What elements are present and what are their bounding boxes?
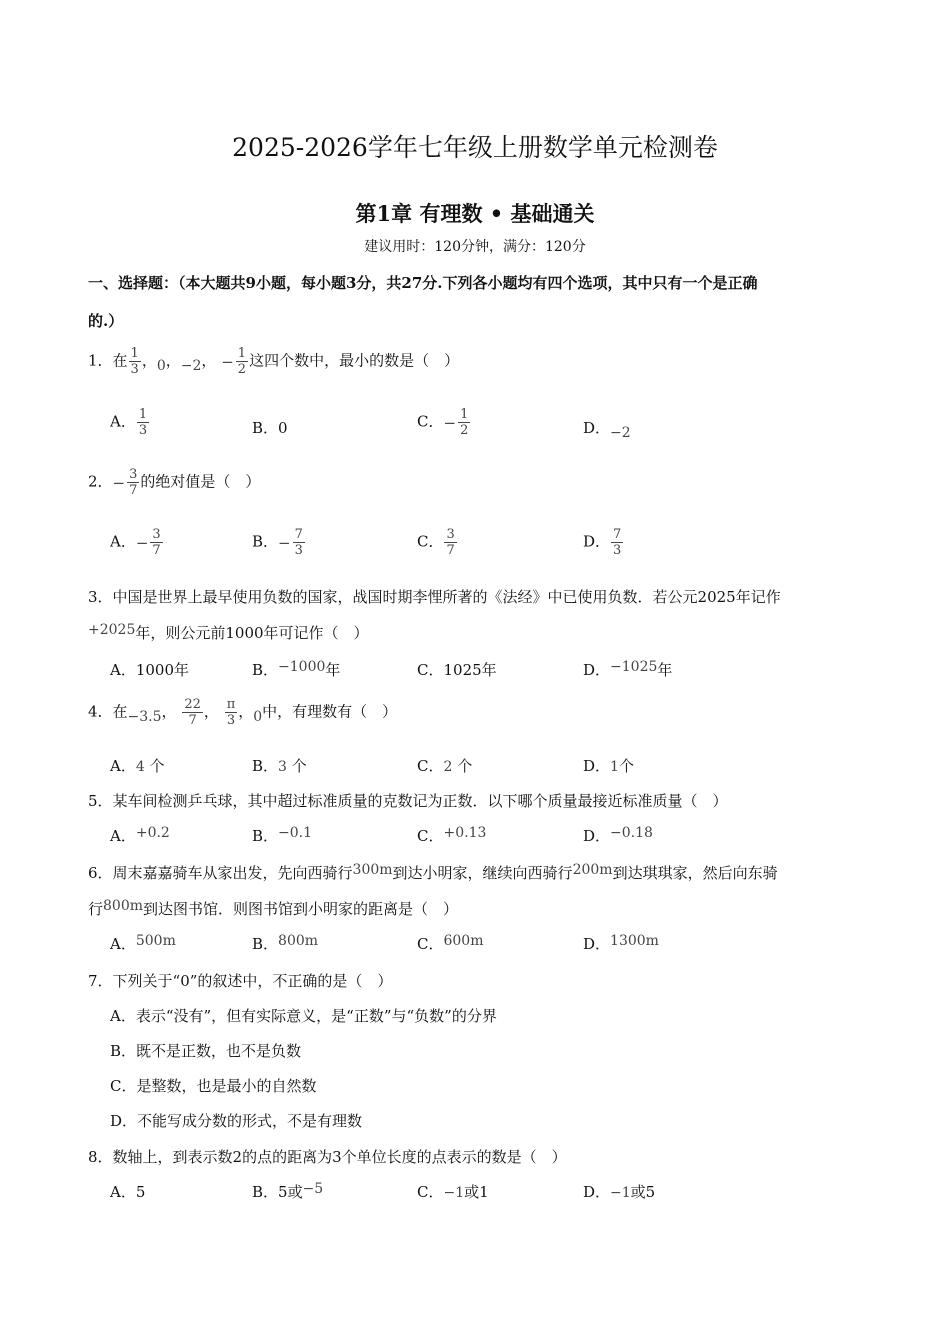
- fraction: $\frac{1}{2}$: [237, 346, 247, 377]
- option-c: C．− $\frac{1}{2}$: [417, 407, 469, 438]
- option-c: C．2 个: [417, 757, 473, 775]
- option-b: B．− $\frac{7}{3}$: [252, 527, 303, 558]
- option-c: C．1025年: [417, 661, 497, 679]
- question-3: 3．中国是世界上最早使用负数的国家，战国时期李悝所著的《法经》中已使用负数．若公元2025年记作: [88, 588, 781, 606]
- fraction: $\frac{1}{3}$: [130, 346, 139, 377]
- option-b: B．0: [252, 419, 288, 437]
- option-b: B．3 个: [252, 757, 307, 775]
- option-a: A．4 个: [110, 757, 165, 775]
- question-2: 2．− $\frac{3}{7}$ 的绝对值是（ ）: [88, 467, 261, 498]
- option-a: A． $\frac{1}{3}$: [110, 407, 148, 438]
- option-d: D．−1或5: [583, 1183, 656, 1201]
- option-d: D．−1025年: [583, 659, 673, 679]
- option-c: C． $\frac{3}{7}$: [417, 527, 455, 558]
- question-4: 4．在−3.5， $\frac{22}{7}$ ， $\frac{\pi}{3}$ ，0中，有理数有（ ）: [88, 697, 398, 728]
- question-1: 1．在 $\frac{1}{3}$ ，0，−2， − $\frac{1}{2}$ 这四个数中，最小的数是（ ）: [88, 346, 460, 377]
- question-5: 5．某车间检测乒乓球，其中超过标准质量的克数记为正数．以下哪个质量最接近标准质量（ ）: [88, 792, 728, 810]
- time-info: 建议用时：120分钟，满分：120分: [364, 239, 586, 255]
- main-title: 2025-2026学年七年级上册数学单元检测卷: [232, 133, 718, 162]
- option-a: A．− $\frac{3}{7}$: [110, 527, 161, 558]
- option-b: B．−1000年: [252, 659, 341, 679]
- option-d: D．1300m: [583, 933, 659, 953]
- question-number: 1．在: [88, 351, 128, 370]
- option-a: A．1000年: [110, 661, 190, 679]
- question-text: 的绝对值是（ ）: [140, 472, 261, 491]
- option-a: A．+0.2: [110, 825, 170, 845]
- question-6: 6．周末嘉嘉骑车从家出发，先向西骑行300m到达小明家，继续向西骑行200m到达琪琪家，然后向东骑: [88, 862, 778, 882]
- section-header: 一、选择题：（本大题共9小题，每小题3分，共27分.下列各小题均有四个选项，其中只有一个是正确: [88, 274, 758, 292]
- section-header-cont: 的.）: [88, 312, 124, 330]
- option-c: C．+0.13: [417, 825, 487, 845]
- chapter-title: 第1章 有理数 • 基础通关: [355, 201, 595, 226]
- option-d: D．−0.18: [583, 825, 653, 845]
- question-3-cont: +2025年，则公元前1000年可记作（ ）: [88, 622, 369, 642]
- option-d: D． $\frac{7}{3}$: [583, 527, 622, 558]
- question-8: 8．数轴上，到表示数2的点的距离为3个单位长度的点表示的数是（ ）: [88, 1148, 567, 1166]
- option-b: B．−0.1: [252, 825, 313, 845]
- question-7: 7．下列关于“0”的叙述中，不正确的是（ ）: [88, 972, 393, 990]
- question-text: 这四个数中，最小的数是（ ）: [249, 351, 460, 370]
- option-a: A．表示“没有”，但有实际意义，是“正数”与“负数”的分界: [110, 1007, 497, 1025]
- option-a: A．5: [110, 1183, 146, 1201]
- option-d: D．不能写成分数的形式，不是有理数: [110, 1112, 363, 1130]
- question-6-cont: 行800m到达图书馆．则图书馆到小明家的距离是（ ）: [88, 898, 459, 918]
- option-b: B．既不是正数，也不是负数: [110, 1042, 302, 1060]
- option-d: D．1个: [583, 757, 634, 775]
- option-b: B．800m: [252, 933, 319, 953]
- option-c: C．是整数，也是最小的自然数: [110, 1077, 317, 1095]
- option-c: C．600m: [417, 933, 484, 953]
- option-a: A．500m: [110, 933, 176, 953]
- option-d: D．−2: [583, 419, 631, 441]
- option-b: B．5或−5: [252, 1181, 324, 1201]
- option-c: C．−1或1: [417, 1183, 489, 1201]
